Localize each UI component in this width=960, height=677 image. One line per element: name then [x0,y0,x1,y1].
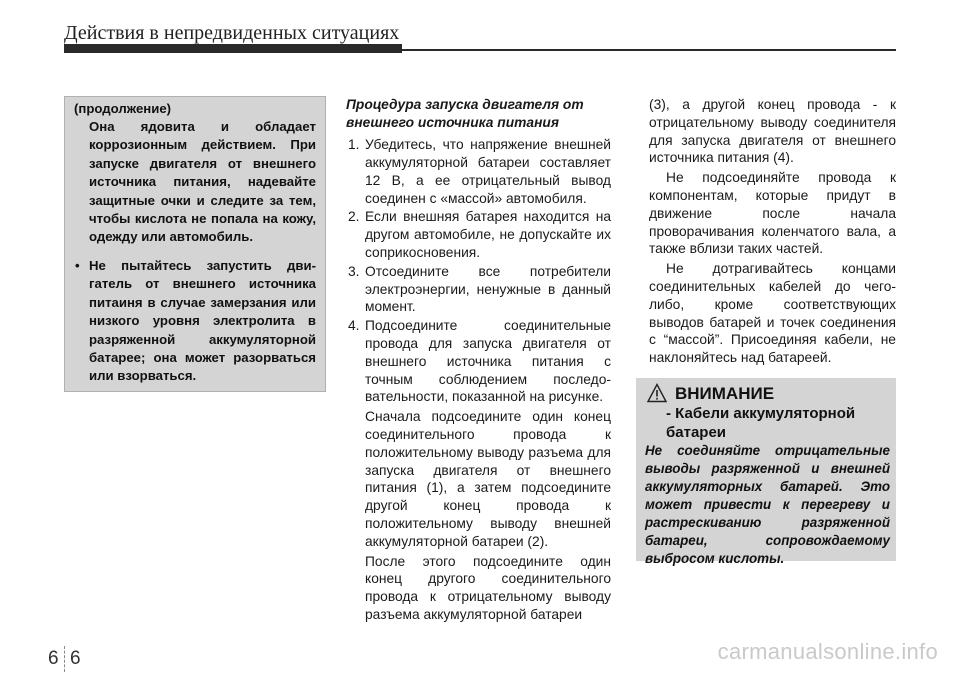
procedure-paragraph [346,553,611,624]
caution-paragraph: Не подсоединяйте провода к компонентам, которые придут в движение после начала проворачивания коленчатого вала, а также вблизи таких частей. [649,170,896,257]
continued-warning-box [64,96,326,392]
step-text: Подсоедините соединительные провода для запуска двигателя от внешнего источника питания с точным соблюдением последовательности, показанной на рисунке. [365,318,611,405]
continued-box-title: (продолжение) [74,101,172,116]
header-rule-thin [402,49,896,51]
step-text: Убедитесь, что напряжение внешней аккумуляторной батареи составляет 12 В, а ее отрицательный вывод соединен с «массой» автомобиля. [365,137,611,206]
procedure-step [346,208,611,261]
procedure-paragraph [346,408,611,550]
continuation-paragraph: (3), а другой конец провода - к отрицательному выводу соединителя для запуска двигателя от внешнего источника питания (4). [649,97,896,166]
page-header-title: Действия в непредвиденных ситуациях [64,22,400,44]
page-number-divider [64,646,68,672]
watermark: carmanualsonline.info [717,639,938,664]
step-text: Отсоедините все потребители электроэнергии, ненужные в данный момент. [365,263,611,315]
caution-paragraph: Не дотрагивайтесь концами соединительных кабелей до чего-либо, кроме соответствующих выводов батарей и точек соединения с “массой”. Присоединяя кабели, не наклоняйтесь над батареей. [649,261,896,366]
bullet-paragraph: Не пытайтесь запустить двигатель от внешнего источника питаиня в случае замерзания или низкого уровня электролита в разряженной аккумуляторной батарее; она может разорваться или взорваться. [89,258,316,384]
bullet-mark: • [75,258,80,273]
procedure-step [346,263,611,316]
warning-body: Не соединяйте отрицательные выводы разряженной и внешней аккумуляторных батарей. Это может привести к перегреву и растрескиванию разряженной батареи, сопровождаемому выбросом кислоты. [645,443,890,566]
step-number: 1. [348,137,360,153]
step-text: Если внешняя батарея находится на другом автомобиле, не допускайте их соприкосновения. [365,209,611,260]
warning-box [636,378,896,566]
procedure-step [346,317,611,406]
step-number: 4. [348,318,360,334]
continuation-column [649,96,896,369]
paragraph-text: Сначала подсоедините один конец соединительного провода к положительному выводу разъема для запуска двигателя от внешнего питания (1), а затем подсоедините другой конец провода к положительному выводу внешней аккумуляторной батареи (2). [365,409,611,549]
page-number: 6 [70,648,81,669]
step-number: 2. [348,209,360,225]
header-rule-thick [64,44,402,53]
procedure-step [346,136,611,207]
procedure-column [346,96,611,625]
continued-box-paragraph: Она ядовита и обладает коррозионным действием. При запуске двигателя от внешнего источника питания, надевайте защитные очки и следите за тем, чтобы кислота не попала на кожу, одежду или автомобиль. [89,119,316,245]
warning-triangle-icon [647,383,667,403]
warning-subtitle: - Кабели аккумуляторной батареи [666,405,856,441]
step-number: 3. [348,263,360,279]
paragraph-text: После этого подсоедините один конец другого соединительного провода к отрицательному выводу разъема аккумуляторной батареи [365,553,611,622]
procedure-title: Процедура запуска двигателя от внешнего источника питания [346,97,584,130]
warning-title: ВНИМАНИЕ [675,384,775,403]
page-number-chapter: 6 [48,648,59,669]
